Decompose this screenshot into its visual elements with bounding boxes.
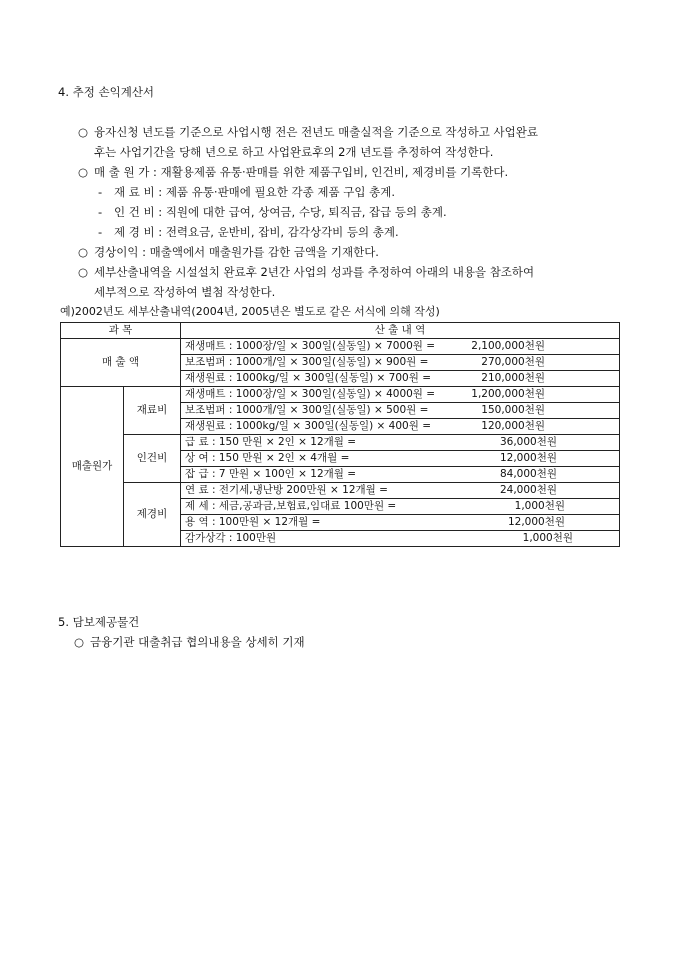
table-row: 급 료 : 150 만원 × 2인 × 12개월 = 36,000천원 xyxy=(181,435,620,451)
material-label: 재료비 xyxy=(124,387,181,435)
table-row: 보조범퍼 : 1000개/일 × 300일(실동일) × 500원 = 150,000천원 xyxy=(181,403,620,419)
table-row: 재생매트 : 1000장/일 × 300일(실동일) × 4000원 = 1,200,000천원 xyxy=(181,387,620,403)
bullet-1: ○ 융자신청 년도를 기준으로 사업시행 전은 전년도 매출실적을 기준으로 작성하고 사업완료 xyxy=(78,125,538,139)
labor-label: 인건비 xyxy=(124,435,181,483)
table-row: 재생원료 : 1000kg/일 × 300일(실동일) × 400원 = 120,000천원 xyxy=(181,419,620,435)
section-5-title: 5. 담보제공물건 xyxy=(58,615,140,629)
table-row: 잡 급 : 7 만원 × 100인 × 12개월 = 84,000천원 xyxy=(181,467,620,483)
header-detail: 산 출 내 역 xyxy=(181,323,620,339)
bullet-3: ○ 경상이익 : 매출액에서 매출원가를 감한 금액을 기재한다. xyxy=(78,245,379,259)
sub-bullet-material: - 재 료 비 : 제품 유통·판매에 필요한 각종 제품 구입 총계. xyxy=(98,185,396,199)
bullet-4: ○ 세부산출내역을 시설설치 완료후 2년간 사업의 성과를 추정하여 아래의 내용을 참조하여 xyxy=(78,265,535,279)
header-item: 과 목 xyxy=(61,323,181,339)
sub-bullet-expense: - 제 경 비 : 전력요금, 운반비, 잡비, 감각상각비 등의 총계. xyxy=(98,225,399,239)
sales-label: 매 출 액 xyxy=(61,339,181,387)
table-row: 보조범퍼 : 1000개/일 × 300일(실동일) × 900원 = 270,000천원 xyxy=(181,355,620,371)
bullet-2: ○ 매 출 원 가 : 재활용제품 유통·판매를 위한 제품구입비, 인건비, 제경비를 기록한다. xyxy=(78,165,509,179)
example-caption: 예)2002년도 세부산출내역(2004년, 2005년은 별도로 같은 서식에 의해 작성) xyxy=(60,305,440,318)
cogs-label: 매출원가 xyxy=(61,387,124,547)
table-row: 연 료 : 전기세,냉난방 200만원 × 12개월 = 24,000천원 xyxy=(181,483,620,499)
bullet-4-cont: 세부적으로 작성하여 별첨 작성한다. xyxy=(94,285,276,299)
cost-breakdown-table xyxy=(60,322,620,547)
table-row: 제 세 : 세금,공과금,보험료,임대료 100만원 = 1,000천원 xyxy=(181,499,620,515)
table-row: 상 여 : 150 만원 × 2인 × 4개월 = 12,000천원 xyxy=(181,451,620,467)
section-4-title: 4. 추정 손익계산서 xyxy=(58,85,155,99)
table-row: 재생원료 : 1000kg/일 × 300일(실동일) × 700원 = 210,000천원 xyxy=(181,371,620,387)
section-5-bullet: ○ 금융기관 대출취급 협의내용을 상세히 기재 xyxy=(74,635,305,649)
sub-bullet-labor: - 인 건 비 : 직원에 대한 급여, 상여금, 수당, 퇴직금, 잡급 등의 총계. xyxy=(98,205,447,219)
table-row: 용 역 : 100만원 × 12개월 = 12,000천원 xyxy=(181,515,620,531)
table-row: 재생매트 : 1000장/일 × 300일(실동일) × 7000원 = 2,100,000천원 xyxy=(181,339,620,355)
bullet-1-cont: 후는 사업기간을 당해 년으로 하고 사업완료후의 2개 년도를 추정하여 작성한다. xyxy=(94,145,494,159)
expense-label: 제경비 xyxy=(124,483,181,547)
table-row: 감가상각 : 100만원 1,000천원 xyxy=(181,531,620,547)
